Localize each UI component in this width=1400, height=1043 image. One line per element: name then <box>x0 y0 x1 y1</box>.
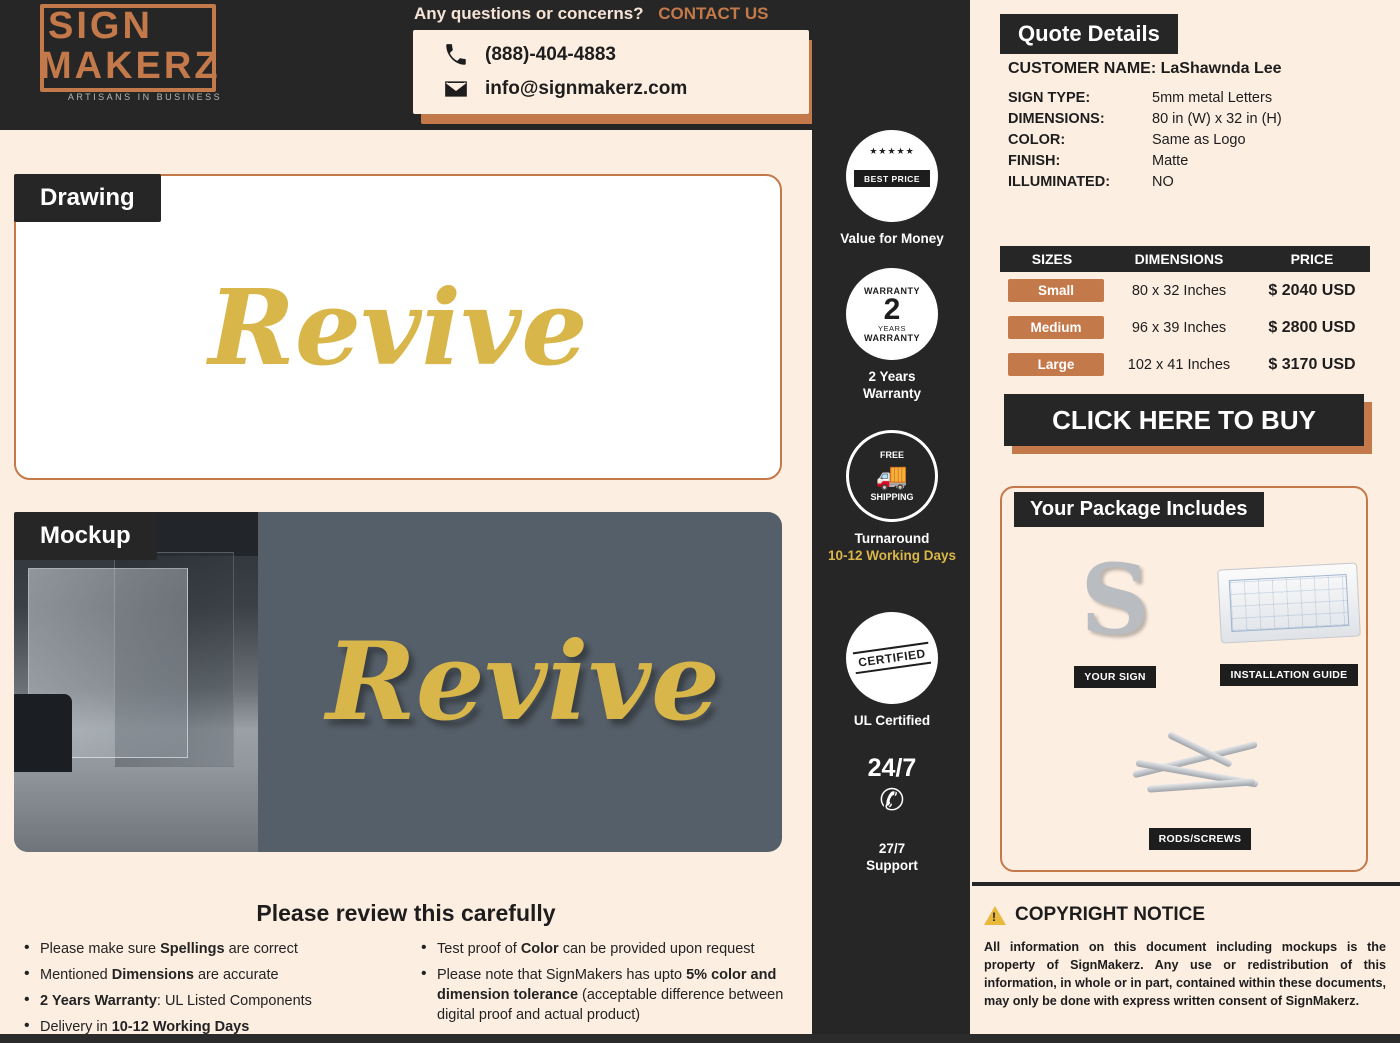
customer-name-value: LaShawnda Lee <box>1160 60 1282 77</box>
customer-name-row <box>1008 60 1282 78</box>
badge-best-price <box>812 130 972 247</box>
badge-caption: UL Certified <box>853 713 931 728</box>
buy-button[interactable]: CLICK HERE TO BUY <box>1004 394 1364 446</box>
copyright-section <box>972 888 1400 1034</box>
quote-details-title: Quote Details <box>1000 14 1178 54</box>
package-item-sign <box>1040 543 1190 688</box>
best-price-badge-icon <box>846 130 938 222</box>
list-item: • 2 Years Warranty: UL Listed Components <box>24 991 391 1011</box>
email-row[interactable] <box>443 76 687 102</box>
phone-icon <box>443 42 469 68</box>
column-header-sizes: SIZES <box>1031 251 1073 267</box>
truck-icon: 🚚 <box>875 460 909 491</box>
badge-caption <box>812 368 972 402</box>
email-address: info@signmakerz.com <box>485 78 688 99</box>
review-title: Please review this carefully <box>256 900 556 926</box>
contact-us-link[interactable]: CONTACT US <box>658 4 769 23</box>
ul-certified-badge-icon <box>846 612 938 704</box>
badge-stars: ★★★★★ <box>869 146 915 156</box>
mockup-chair <box>14 694 72 780</box>
size-badge: Medium <box>1008 316 1104 339</box>
mockup-floor <box>14 772 258 852</box>
row-price: $ 3170 USD <box>1268 355 1356 373</box>
spec-key: SIGN TYPE: <box>1008 90 1091 106</box>
logo-line-1: SIGN <box>48 5 153 47</box>
column-header-price: PRICE <box>1290 251 1334 267</box>
badge-ul-certified <box>812 612 972 729</box>
list-item: • Delivery in 10-12 Working Days <box>24 1017 391 1037</box>
shipping-label-2: SHIPPING <box>870 491 914 502</box>
column-divider <box>970 0 972 1034</box>
mockup-frame <box>14 512 782 852</box>
badge-caption: Value for Money <box>840 231 944 246</box>
badge-support <box>812 740 972 874</box>
shipping-label-1: FREE <box>879 449 904 460</box>
package-item-caption: INSTALLATION GUIDE <box>1220 664 1357 686</box>
badge-caption-line1: 27/7 <box>878 841 906 856</box>
rods-screws-icon <box>1125 742 1275 798</box>
spec-list <box>1008 88 1388 193</box>
customer-name-label: CUSTOMER NAME: <box>1008 60 1157 77</box>
spec-value: NO <box>1152 174 1174 190</box>
table-row[interactable] <box>1000 346 1370 383</box>
warranty-years-number: 2 <box>883 292 901 326</box>
badge-caption <box>812 840 972 874</box>
footer-divider <box>972 882 1400 886</box>
phone-icon: ✆ <box>879 784 905 817</box>
support-hours-label: 24/7 <box>867 754 917 782</box>
logo-tagline: ARTISANS IN BUSINESS <box>67 92 223 102</box>
badge-caption <box>812 530 972 564</box>
spec-row <box>1008 151 1388 172</box>
spec-value: Same as Logo <box>1152 132 1246 148</box>
package-item-rods <box>1122 742 1278 850</box>
spec-key: COLOR: <box>1008 132 1066 148</box>
table-row[interactable] <box>1000 309 1370 346</box>
list-item: • Test proof of Color can be provided upon request <box>421 939 788 959</box>
spec-row <box>1008 109 1388 130</box>
spec-value: 5mm metal Letters <box>1152 90 1273 106</box>
row-dimensions: 102 x 41 Inches <box>1127 356 1231 373</box>
badge-caption-line1: Turnaround <box>854 531 930 546</box>
badge-warranty <box>812 268 972 402</box>
brand-logo <box>40 6 250 126</box>
envelope-icon <box>443 76 469 102</box>
badge-ribbon: BEST PRICE <box>854 170 930 187</box>
pricing-table-header <box>1000 246 1370 272</box>
spec-row <box>1008 130 1388 151</box>
spec-key: ILLUMINATED: <box>1008 174 1111 190</box>
spec-value: 80 in (W) x 32 in (H) <box>1152 111 1282 127</box>
contact-heading <box>414 4 814 24</box>
package-item-caption: RODS/SCREWS <box>1149 828 1252 850</box>
warranty-years-word: YEARS <box>878 323 906 333</box>
mockup-label: Mockup <box>14 512 157 560</box>
support-badge-icon <box>846 740 938 832</box>
certified-stamp-text: CERTIFIED <box>853 642 931 674</box>
spec-row <box>1008 172 1388 193</box>
warranty-bottom-text: WARRANTY <box>864 332 920 343</box>
phone-number: (888)-404-4883 <box>485 44 616 65</box>
copyright-title: COPYRIGHT NOTICE <box>1015 904 1206 925</box>
list-item: • Mentioned Dimensions are accurate <box>24 965 391 985</box>
review-right-list <box>421 939 788 1043</box>
copyright-text: All information on this document including mockups is the property of SignMakerz. Any use or redistribution of this information, in whole or in part, contained within these documents, may only be done with express written consent of SignMakerz. <box>984 940 1386 1008</box>
row-dimensions: 80 x 32 Inches <box>1131 282 1227 299</box>
size-badge: Small <box>1008 279 1104 302</box>
review-left-list <box>24 939 391 1043</box>
copyright-heading <box>972 888 1400 926</box>
free-shipping-badge-icon <box>846 430 938 522</box>
row-price: $ 2800 USD <box>1268 318 1356 336</box>
mockup-photo <box>14 512 258 852</box>
package-title: Your Package Includes <box>1014 492 1264 527</box>
row-dimensions: 96 x 39 Inches <box>1131 319 1227 336</box>
spec-value: Matte <box>1152 153 1189 169</box>
table-row[interactable] <box>1000 272 1370 309</box>
metal-letter-s-icon: S <box>1080 543 1150 656</box>
contact-question: Any questions or concerns? <box>414 4 644 23</box>
badge-free-shipping <box>812 430 972 564</box>
row-price: $ 2040 USD <box>1268 281 1356 299</box>
spec-row <box>1008 88 1388 109</box>
warranty-badge-icon <box>846 268 938 360</box>
mockup-sign-text: Revive <box>326 619 720 745</box>
drawing-sign-text: Revive <box>208 265 588 389</box>
list-item: • Please make sure Spellings are correct <box>24 939 391 959</box>
review-section <box>0 888 812 1034</box>
list-item: • Please note that SignMakers has upto 5% color and dimension tolerance (acceptable difference between digital proof and actual product) <box>421 965 788 1025</box>
package-item-caption: YOUR SIGN <box>1074 666 1156 688</box>
badge-caption-line2: Warranty <box>862 386 921 401</box>
pricing-table <box>1000 246 1370 383</box>
size-badge: Large <box>1008 353 1104 376</box>
phone-row[interactable] <box>443 42 616 68</box>
logo-line-2: MAKERZ <box>40 45 221 87</box>
contact-card <box>413 30 809 114</box>
badge-caption-line1: 2 Years <box>868 369 916 384</box>
spec-key: DIMENSIONS: <box>1008 111 1105 127</box>
badge-caption-line2: Support <box>866 858 918 873</box>
drawing-label: Drawing <box>14 174 161 222</box>
blueprint-roll-icon <box>1217 562 1361 643</box>
package-item-guide <box>1204 552 1374 686</box>
trust-badge-strip <box>812 0 972 1034</box>
badge-caption-line2: 10-12 Working Days <box>827 548 957 563</box>
column-header-dimensions: DIMENSIONS <box>1134 251 1224 267</box>
spec-key: FINISH: <box>1008 153 1061 169</box>
warranty-top-text: WARRANTY <box>864 285 920 296</box>
warning-icon <box>984 906 1006 925</box>
